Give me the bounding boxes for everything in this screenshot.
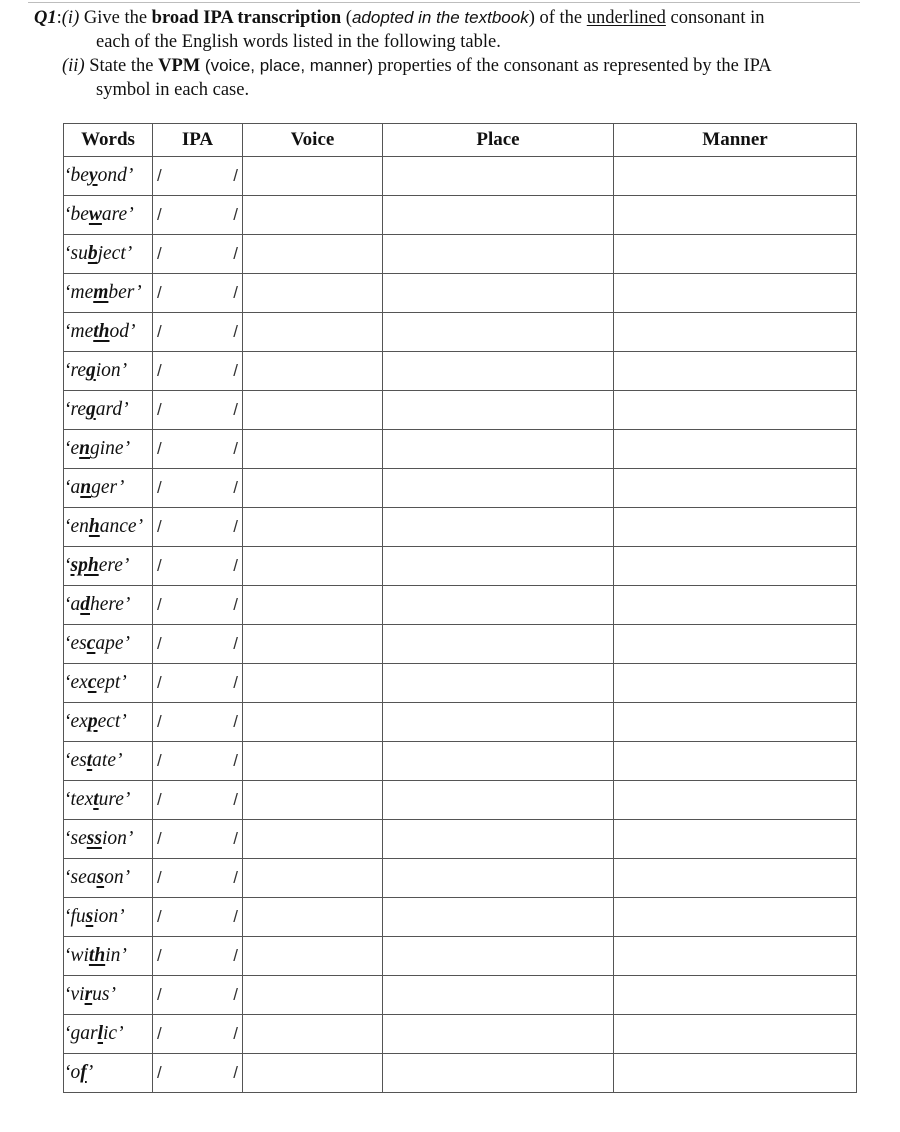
ipa-slash-close: / xyxy=(233,712,238,731)
word-underlined-consonant: l xyxy=(97,1023,104,1044)
ipa-slash-open: / xyxy=(157,244,162,263)
question-block xyxy=(34,6,864,102)
place-answer-cell[interactable] xyxy=(383,1015,614,1054)
voice-answer-cell[interactable] xyxy=(243,1015,383,1054)
part-i-line2: each of the English words listed in the following table. xyxy=(96,31,501,52)
header-manner: Manner xyxy=(614,124,857,157)
ipa-slash-open: / xyxy=(157,166,162,185)
manner-answer-cell[interactable] xyxy=(614,937,857,976)
word-post: ject’ xyxy=(97,243,133,264)
word-underlined-consonant: b xyxy=(87,243,98,264)
part-ii-label: (ii) xyxy=(62,56,85,76)
word-pre: ‘wi xyxy=(64,945,89,966)
ipa-slash-open: / xyxy=(157,439,162,458)
word-cell xyxy=(64,1054,153,1093)
word-underlined-consonant: c xyxy=(86,633,96,654)
manner-answer-cell[interactable] xyxy=(614,820,857,859)
word-underlined-consonant: g xyxy=(86,360,96,381)
table-row xyxy=(64,664,857,703)
ipa-slash-open: / xyxy=(157,829,162,848)
ipa-answer-cell[interactable] xyxy=(153,235,243,274)
place-answer-cell[interactable] xyxy=(383,352,614,391)
place-answer-cell[interactable] xyxy=(383,508,614,547)
voice-answer-cell[interactable] xyxy=(243,313,383,352)
voice-answer-cell[interactable] xyxy=(243,976,383,1015)
ipa-answer-cell[interactable] xyxy=(153,196,243,235)
word-underlined-consonant: w xyxy=(88,204,102,225)
ipa-slash-open: / xyxy=(157,478,162,497)
place-answer-cell[interactable] xyxy=(383,547,614,586)
word-cell xyxy=(64,586,153,625)
part-ii-line2: symbol in each case. xyxy=(96,79,250,100)
word-pre: ‘tex xyxy=(64,789,94,810)
word-underlined-consonant: t xyxy=(86,750,93,771)
voice-answer-cell[interactable] xyxy=(243,625,383,664)
ipa-answer-cell[interactable] xyxy=(153,274,243,313)
ipa-slash-open: / xyxy=(157,205,162,224)
ipa-slash-close: / xyxy=(233,907,238,926)
word-pre: ‘en xyxy=(64,516,89,537)
ipa-slash-close: / xyxy=(233,1063,238,1082)
ipa-slash-open: / xyxy=(157,712,162,731)
word-post: ape’ xyxy=(95,633,131,654)
voice-answer-cell[interactable] xyxy=(243,703,383,742)
ipa-slash-open: / xyxy=(157,751,162,770)
part-i-bold: broad IPA transcription xyxy=(151,8,342,28)
table-row xyxy=(64,586,857,625)
word-post: here’ xyxy=(90,594,131,615)
voice-answer-cell[interactable] xyxy=(243,742,383,781)
manner-answer-cell[interactable] xyxy=(614,898,857,937)
ipa-slash-close: / xyxy=(233,985,238,1004)
ipa-slash-open: / xyxy=(157,985,162,1004)
word-pre: ‘be xyxy=(64,165,89,186)
word-underlined-consonant: n xyxy=(79,438,91,459)
word-cell xyxy=(64,157,153,196)
ipa-slash-close: / xyxy=(233,244,238,263)
ipa-answer-cell[interactable] xyxy=(153,586,243,625)
ipa-slash-open: / xyxy=(157,517,162,536)
table-row xyxy=(64,898,857,937)
word-pre: ‘e xyxy=(64,438,80,459)
word-post: ere’ xyxy=(98,555,130,576)
manner-answer-cell[interactable] xyxy=(614,1054,857,1093)
ipa-slash-close: / xyxy=(233,361,238,380)
word-underlined-consonant: h xyxy=(88,516,100,537)
ipa-slash-open: / xyxy=(157,673,162,692)
part-i-paren-open: ( xyxy=(341,8,352,28)
word-underlined-consonant: f xyxy=(80,1062,87,1083)
word-underlined-consonant: t xyxy=(93,789,99,810)
ipa-slash-open: / xyxy=(157,634,162,653)
ipa-answer-cell[interactable] xyxy=(153,391,243,430)
ipa-slash-close: / xyxy=(233,790,238,809)
voice-answer-cell[interactable] xyxy=(243,430,383,469)
manner-answer-cell[interactable] xyxy=(614,196,857,235)
part-i-text-b: consonant in xyxy=(665,8,765,28)
place-answer-cell[interactable] xyxy=(383,703,614,742)
place-answer-cell[interactable] xyxy=(383,742,614,781)
word-cell xyxy=(64,469,153,508)
ipa-answer-cell[interactable] xyxy=(153,1054,243,1093)
word-pre: ‘me xyxy=(64,321,94,342)
word-cell xyxy=(64,352,153,391)
ipa-slash-close: / xyxy=(233,751,238,770)
table-row xyxy=(64,547,857,586)
place-answer-cell[interactable] xyxy=(383,781,614,820)
word-pre: ‘es xyxy=(64,633,87,654)
ipa-slash-open: / xyxy=(157,868,162,887)
ipa-answer-cell[interactable] xyxy=(153,703,243,742)
table-row xyxy=(64,703,857,742)
voice-answer-cell[interactable] xyxy=(243,508,383,547)
word-post: ’ xyxy=(86,1062,94,1083)
ipa-answer-cell[interactable] xyxy=(153,508,243,547)
word-cell xyxy=(64,859,153,898)
word-pre: ‘fu xyxy=(64,906,86,927)
ipa-slash-close: / xyxy=(233,868,238,887)
manner-answer-cell[interactable] xyxy=(614,547,857,586)
part-i-underlined: underlined xyxy=(586,8,666,28)
manner-answer-cell[interactable] xyxy=(614,742,857,781)
ipa-answer-cell[interactable] xyxy=(153,820,243,859)
ipa-answer-cell[interactable] xyxy=(153,157,243,196)
word-post: are’ xyxy=(101,204,134,225)
word-post: on’ xyxy=(104,867,131,888)
place-answer-cell[interactable] xyxy=(383,274,614,313)
word-underlined-consonant: d xyxy=(80,594,90,615)
part-i-text-a: Give the xyxy=(83,8,152,28)
part-i-paren-close: ) of the xyxy=(528,8,587,28)
vpm-table xyxy=(63,123,857,1093)
ipa-answer-cell[interactable] xyxy=(153,664,243,703)
table-row xyxy=(64,508,857,547)
part-ii-text-a: State the xyxy=(89,56,159,76)
voice-answer-cell[interactable] xyxy=(243,664,383,703)
place-answer-cell[interactable] xyxy=(383,196,614,235)
word-cell xyxy=(64,976,153,1015)
place-answer-cell[interactable] xyxy=(383,1054,614,1093)
word-cell xyxy=(64,703,153,742)
place-answer-cell[interactable] xyxy=(383,859,614,898)
part-ii-sans: (voice, place, manner) xyxy=(200,56,374,75)
ipa-answer-cell[interactable] xyxy=(153,469,243,508)
word-post: ect’ xyxy=(97,711,127,732)
word-pre: ‘re xyxy=(64,360,87,381)
table-row xyxy=(64,274,857,313)
word-post: ard’ xyxy=(95,399,129,420)
place-answer-cell[interactable] xyxy=(383,586,614,625)
header-voice: Voice xyxy=(243,124,383,157)
word-post: in’ xyxy=(105,945,127,966)
ipa-slash-close: / xyxy=(233,946,238,965)
manner-answer-cell[interactable] xyxy=(614,859,857,898)
voice-answer-cell[interactable] xyxy=(243,781,383,820)
word-cell xyxy=(64,274,153,313)
word-pre: ‘gar xyxy=(64,1023,98,1044)
word-pre: ‘be xyxy=(64,204,89,225)
word-post: ion’ xyxy=(95,360,128,381)
table-row xyxy=(64,625,857,664)
word-post: ber’ xyxy=(108,282,142,303)
word-pre: ‘o xyxy=(64,1062,81,1083)
ipa-slash-close: / xyxy=(233,634,238,653)
place-answer-cell[interactable] xyxy=(383,820,614,859)
manner-answer-cell[interactable] xyxy=(614,1015,857,1054)
table-row xyxy=(64,937,857,976)
word-cell xyxy=(64,508,153,547)
voice-answer-cell[interactable] xyxy=(243,235,383,274)
part-ii-bold: VPM xyxy=(158,56,201,76)
word-underlined-consonant: th xyxy=(93,321,110,342)
word-cell xyxy=(64,742,153,781)
place-answer-cell[interactable] xyxy=(383,625,614,664)
word-underlined-consonant: m xyxy=(93,282,109,303)
ipa-slash-close: / xyxy=(233,400,238,419)
ipa-answer-cell[interactable] xyxy=(153,313,243,352)
word-pre: ‘me xyxy=(64,282,94,303)
voice-answer-cell[interactable] xyxy=(243,586,383,625)
question-number: Q1 xyxy=(34,8,57,28)
place-answer-cell[interactable] xyxy=(383,157,614,196)
ipa-slash-close: / xyxy=(233,673,238,692)
table-row xyxy=(64,430,857,469)
ipa-slash-close: / xyxy=(233,1024,238,1043)
table-row xyxy=(64,469,857,508)
word-underlined-consonant: g xyxy=(86,399,96,420)
word-post: us’ xyxy=(92,984,117,1005)
ipa-slash-close: / xyxy=(233,283,238,302)
word-cell xyxy=(64,547,153,586)
word-underlined-consonant: y xyxy=(88,165,98,186)
word-post: ate’ xyxy=(92,750,123,771)
manner-answer-cell[interactable] xyxy=(614,313,857,352)
place-answer-cell[interactable] xyxy=(383,664,614,703)
word-post: ept’ xyxy=(96,672,127,693)
part-ii-text-b: properties of the consonant as represented by the IPA xyxy=(373,56,772,76)
word-underlined-consonant: n xyxy=(80,477,92,498)
ipa-answer-cell[interactable] xyxy=(153,1015,243,1054)
word-pre: ‘se xyxy=(64,828,87,849)
manner-answer-cell[interactable] xyxy=(614,664,857,703)
word-pre: ‘ex xyxy=(64,711,88,732)
table-row xyxy=(64,976,857,1015)
table-row xyxy=(64,820,857,859)
table-row xyxy=(64,196,857,235)
word-pre: ‘ xyxy=(64,555,71,576)
voice-answer-cell[interactable] xyxy=(243,157,383,196)
ipa-slash-open: / xyxy=(157,1063,162,1082)
table-row xyxy=(64,352,857,391)
word-cell xyxy=(64,625,153,664)
table-row xyxy=(64,1054,857,1093)
manner-answer-cell[interactable] xyxy=(614,469,857,508)
header-ipa: IPA xyxy=(153,124,243,157)
question-part-i: Q1:(i) Give the broad IPA transcription (adopted in the textbook) of the underlined consonant in xyxy=(34,8,765,28)
manner-answer-cell[interactable] xyxy=(614,352,857,391)
ipa-answer-cell[interactable] xyxy=(153,859,243,898)
ipa-slash-open: / xyxy=(157,907,162,926)
ipa-slash-close: / xyxy=(233,478,238,497)
word-underlined-consonant: s xyxy=(96,867,105,888)
place-answer-cell[interactable] xyxy=(383,937,614,976)
ipa-answer-cell[interactable] xyxy=(153,430,243,469)
manner-answer-cell[interactable] xyxy=(614,235,857,274)
ipa-slash-close: / xyxy=(233,829,238,848)
word-cell xyxy=(64,820,153,859)
ipa-answer-cell[interactable] xyxy=(153,352,243,391)
voice-answer-cell[interactable] xyxy=(243,391,383,430)
word-cell xyxy=(64,196,153,235)
table-row xyxy=(64,742,857,781)
word-post: ion’ xyxy=(101,828,134,849)
voice-answer-cell[interactable] xyxy=(243,196,383,235)
word-cell xyxy=(64,430,153,469)
manner-answer-cell[interactable] xyxy=(614,781,857,820)
word-post: ond’ xyxy=(97,165,134,186)
table-row xyxy=(64,235,857,274)
word-cell xyxy=(64,664,153,703)
voice-answer-cell[interactable] xyxy=(243,937,383,976)
word-underlined-consonant: s xyxy=(85,906,94,927)
table-row xyxy=(64,1015,857,1054)
word-pre: ‘a xyxy=(64,594,81,615)
word-cell xyxy=(64,781,153,820)
word-pre: ‘sea xyxy=(64,867,97,888)
word-pre: ‘ex xyxy=(64,672,88,693)
manner-answer-cell[interactable] xyxy=(614,586,857,625)
voice-answer-cell[interactable] xyxy=(243,859,383,898)
ipa-slash-close: / xyxy=(233,166,238,185)
place-answer-cell[interactable] xyxy=(383,898,614,937)
manner-answer-cell[interactable] xyxy=(614,430,857,469)
word-post: ion’ xyxy=(93,906,125,927)
ipa-slash-close: / xyxy=(233,517,238,536)
manner-answer-cell[interactable] xyxy=(614,157,857,196)
ipa-slash-open: / xyxy=(157,790,162,809)
word-underlined-consonant: r xyxy=(84,984,93,1005)
top-rule xyxy=(28,2,860,3)
word-pre: ‘re xyxy=(64,399,87,420)
word-underlined-consonant: sph xyxy=(70,555,99,576)
voice-answer-cell[interactable] xyxy=(243,274,383,313)
table-row xyxy=(64,781,857,820)
ipa-answer-cell[interactable] xyxy=(153,898,243,937)
word-underlined-consonant: c xyxy=(87,672,97,693)
manner-answer-cell[interactable] xyxy=(614,703,857,742)
header-place: Place xyxy=(383,124,614,157)
ipa-slash-close: / xyxy=(233,205,238,224)
word-cell xyxy=(64,898,153,937)
ipa-slash-close: / xyxy=(233,322,238,341)
word-cell xyxy=(64,313,153,352)
table-row xyxy=(64,859,857,898)
manner-answer-cell[interactable] xyxy=(614,508,857,547)
word-underlined-consonant: ss xyxy=(86,828,102,849)
ipa-answer-cell[interactable] xyxy=(153,976,243,1015)
place-answer-cell[interactable] xyxy=(383,235,614,274)
ipa-slash-open: / xyxy=(157,283,162,302)
voice-answer-cell[interactable] xyxy=(243,898,383,937)
place-answer-cell[interactable] xyxy=(383,430,614,469)
ipa-slash-close: / xyxy=(233,595,238,614)
table-body xyxy=(64,157,857,1093)
place-answer-cell[interactable] xyxy=(383,313,614,352)
word-pre: ‘a xyxy=(64,477,81,498)
voice-answer-cell[interactable] xyxy=(243,1054,383,1093)
word-post: ger’ xyxy=(91,477,125,498)
voice-answer-cell[interactable] xyxy=(243,352,383,391)
manner-answer-cell[interactable] xyxy=(614,625,857,664)
voice-answer-cell[interactable] xyxy=(243,469,383,508)
table-row xyxy=(64,157,857,196)
manner-answer-cell[interactable] xyxy=(614,976,857,1015)
ipa-slash-open: / xyxy=(157,1024,162,1043)
ipa-answer-cell[interactable] xyxy=(153,781,243,820)
ipa-slash-close: / xyxy=(233,556,238,575)
voice-answer-cell[interactable] xyxy=(243,820,383,859)
header-words: Words xyxy=(64,124,153,157)
place-answer-cell[interactable] xyxy=(383,469,614,508)
word-cell xyxy=(64,937,153,976)
ipa-slash-open: / xyxy=(157,595,162,614)
ipa-slash-open: / xyxy=(157,361,162,380)
place-answer-cell[interactable] xyxy=(383,391,614,430)
ipa-slash-open: / xyxy=(157,946,162,965)
word-cell xyxy=(64,235,153,274)
table-row xyxy=(64,313,857,352)
word-post: ic’ xyxy=(103,1023,124,1044)
place-answer-cell[interactable] xyxy=(383,976,614,1015)
ipa-answer-cell[interactable] xyxy=(153,547,243,586)
word-underlined-consonant: th xyxy=(88,945,106,966)
word-pre: ‘es xyxy=(64,750,87,771)
manner-answer-cell[interactable] xyxy=(614,391,857,430)
ipa-answer-cell[interactable] xyxy=(153,742,243,781)
word-cell xyxy=(64,391,153,430)
voice-answer-cell[interactable] xyxy=(243,547,383,586)
table-row xyxy=(64,391,857,430)
ipa-answer-cell[interactable] xyxy=(153,625,243,664)
manner-answer-cell[interactable] xyxy=(614,274,857,313)
ipa-answer-cell[interactable] xyxy=(153,937,243,976)
ipa-slash-close: / xyxy=(233,439,238,458)
word-pre: ‘vi xyxy=(64,984,85,1005)
word-post: ure’ xyxy=(98,789,131,810)
word-underlined-consonant: p xyxy=(87,711,98,732)
word-pre: ‘su xyxy=(64,243,88,264)
ipa-slash-open: / xyxy=(157,322,162,341)
word-cell xyxy=(64,1015,153,1054)
word-post: ance’ xyxy=(99,516,144,537)
part-i-label: (i) xyxy=(61,8,80,28)
ipa-slash-open: / xyxy=(157,400,162,419)
table-header-row xyxy=(64,124,857,157)
word-post: gine’ xyxy=(90,438,131,459)
word-post: od’ xyxy=(109,321,136,342)
part-i-italic: adopted in the textbook xyxy=(351,8,529,27)
question-part-ii xyxy=(34,54,864,79)
ipa-slash-open: / xyxy=(157,556,162,575)
